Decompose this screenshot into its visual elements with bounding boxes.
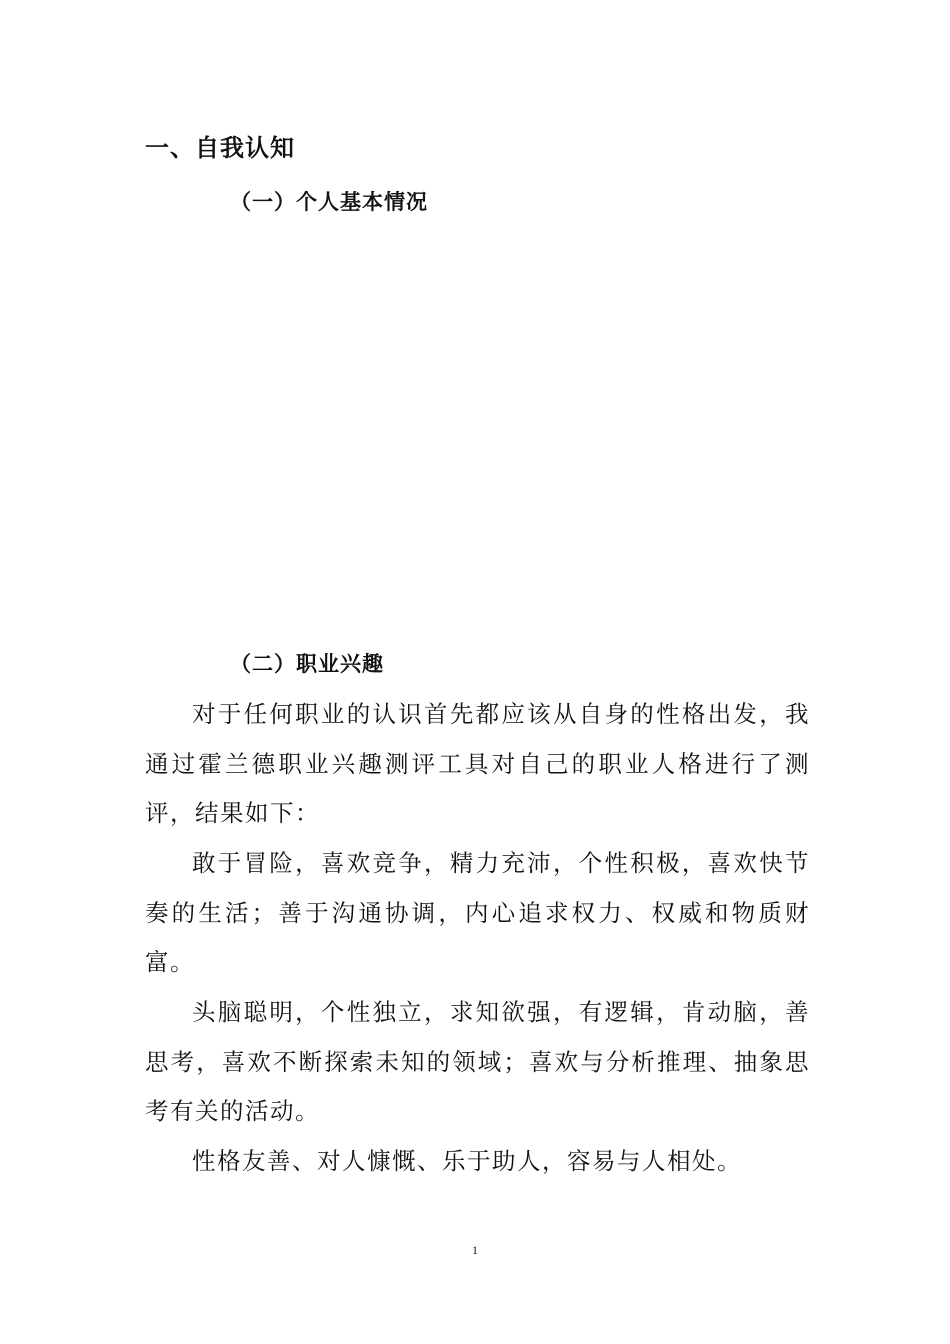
subsection-heading-career-interest: （二）职业兴趣 <box>230 652 384 676</box>
page-number: 1 <box>472 1243 478 1257</box>
section-heading: 一、自我认知 <box>145 134 295 162</box>
paragraph-intro: 对于任何职业的认识首先都应该从自身的性格出发，我通过霍兰德职业兴趣测评工具对自己的职业人格进行了测评，结果如下： <box>145 700 810 827</box>
subsection-heading-basic-info: （一）个人基本情况 <box>230 190 428 214</box>
paragraph-trait-enterprising: 敢于冒险，喜欢竞争，精力充沛，个性积极，喜欢快节奏的生活；善于沟通协调，内心追求权力、权威和物质财富。 <box>145 849 810 976</box>
paragraph-trait-social: 性格友善、对人慷慨、乐于助人，容易与人相处。 <box>192 1147 742 1175</box>
paragraph-trait-investigative: 头脑聪明，个性独立，求知欲强，有逻辑，肯动脑，善思考，喜欢不断探索未知的领域；喜欢与分析推理、抽象思考有关的活动。 <box>145 998 810 1125</box>
